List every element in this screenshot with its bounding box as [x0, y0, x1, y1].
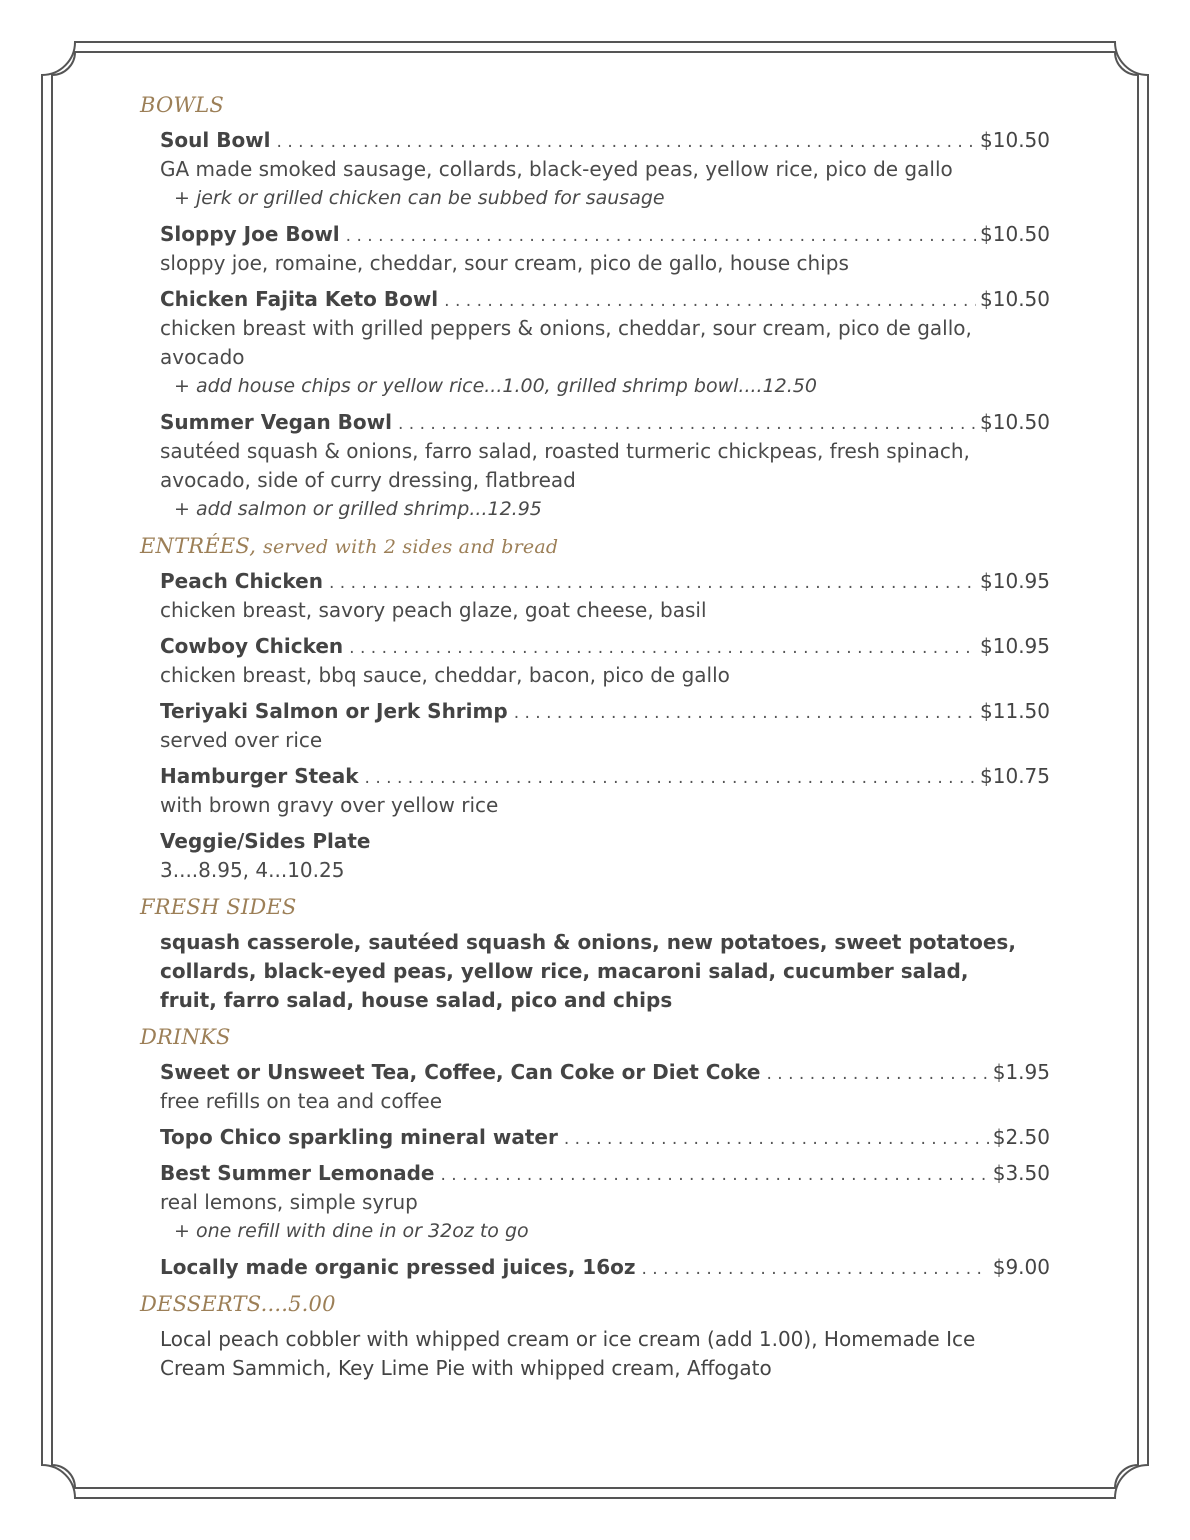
- section-title-bowls: BOWLS: [140, 93, 224, 117]
- item-price: $10.95: [980, 569, 1050, 593]
- menu-content: [140, 90, 1050, 1390]
- dot-leader: [346, 222, 976, 251]
- item-name: Teriyaki Salmon or Jerk Shrimp: [160, 699, 508, 723]
- bowls-list: [140, 126, 1050, 524]
- item-note: + add house chips or yellow rice...1.00, grilled shrimp bowl....12.50: [174, 375, 817, 397]
- item-price: $10.50: [980, 222, 1050, 246]
- item-description: with brown gravy over yellow rice: [160, 793, 499, 817]
- desserts-block: [140, 1325, 1050, 1383]
- entrees-title: ENTRÉES,: [140, 534, 257, 558]
- item-description: sautéed squash & onions, farro salad, roasted turmeric chickpeas, fresh spinach, avocado, side of curry dressing, flatbread: [160, 439, 970, 492]
- item-description: chicken breast with grilled peppers & onions, cheddar, sour cream, pico de gallo, avocado: [160, 316, 972, 369]
- item-price: $9.00: [992, 1255, 1050, 1279]
- item-name: Cowboy Chicken: [160, 634, 344, 658]
- item-price: $10.75: [980, 764, 1050, 788]
- menu-item-cowboy-chicken: [160, 632, 1050, 690]
- item-note: + one refill with dine in or 32oz to go: [174, 1220, 529, 1242]
- dot-leader: [444, 287, 976, 316]
- menu-item-sloppy-joe-bowl: [160, 220, 1050, 278]
- desserts-text: Local peach cobbler with whipped cream or ice cream (add 1.00), Homemade Ice Cream Sammich, Key Lime Pie with whipped cream, Affogato: [160, 1327, 976, 1380]
- item-note: + jerk or grilled chicken can be subbed for sausage: [174, 187, 665, 209]
- item-price: $2.50: [992, 1125, 1050, 1149]
- entrees-subtitle: served with 2 sides and bread: [263, 536, 559, 558]
- item-price: $10.50: [980, 287, 1050, 311]
- item-name: Sloppy Joe Bowl: [160, 222, 340, 246]
- sides-block: [140, 928, 1050, 1015]
- dot-leader: [329, 569, 976, 598]
- item-price: $11.50: [980, 699, 1050, 723]
- item-description: real lemons, simple syrup: [160, 1190, 418, 1214]
- item-description: GA made smoked sausage, collards, black-eyed peas, yellow rice, pico de gallo: [160, 157, 953, 181]
- dot-leader: [514, 699, 976, 728]
- item-price: $10.50: [980, 128, 1050, 152]
- dot-leader: [398, 410, 976, 439]
- item-name: Best Summer Lemonade: [160, 1161, 435, 1185]
- item-name: Chicken Fajita Keto Bowl: [160, 287, 439, 311]
- dot-leader: [440, 1161, 988, 1190]
- item-note: + add salmon or grilled shrimp...12.95: [174, 498, 542, 520]
- menu-item-summer-vegan-bowl: [160, 408, 1050, 524]
- entrees-list: [140, 567, 1050, 885]
- item-description: chicken breast, bbq sauce, cheddar, bacon, pico de gallo: [160, 663, 730, 687]
- item-name: Sweet or Unsweet Tea, Coffee, Can Coke or Diet Coke: [160, 1060, 761, 1084]
- item-price: $1.95: [992, 1060, 1050, 1084]
- item-name: Summer Vegan Bowl: [160, 410, 392, 434]
- item-price: $3.50: [992, 1161, 1050, 1185]
- dot-leader: [349, 634, 976, 663]
- section-title-desserts: DESSERTS....5.00: [140, 1292, 336, 1316]
- menu-item-topo-chico: [160, 1123, 1050, 1152]
- section-title-drinks: DRINKS: [140, 1025, 231, 1049]
- menu-item-pressed-juices: [160, 1253, 1050, 1282]
- item-name: Veggie/Sides Plate: [160, 829, 371, 853]
- item-name: Peach Chicken: [160, 569, 323, 593]
- menu-item-veggie-sides-plate: [160, 827, 1050, 885]
- dot-leader: [642, 1255, 989, 1284]
- item-description: free refills on tea and coffee: [160, 1089, 443, 1113]
- dot-leader: [365, 764, 976, 793]
- menu-item-hamburger-steak: [160, 762, 1050, 820]
- item-description: sloppy joe, romaine, cheddar, sour cream, pico de gallo, house chips: [160, 251, 849, 275]
- menu-item-tea-coffee-coke: [160, 1058, 1050, 1116]
- item-name: Topo Chico sparkling mineral water: [160, 1125, 558, 1149]
- item-name: Locally made organic pressed juices, 16oz: [160, 1255, 636, 1279]
- dot-leader: [564, 1125, 989, 1154]
- item-description: 3....8.95, 4...10.25: [160, 858, 345, 882]
- item-name: Soul Bowl: [160, 128, 271, 152]
- menu-item-teriyaki-salmon: [160, 697, 1050, 755]
- item-name: Hamburger Steak: [160, 764, 359, 788]
- dot-leader: [277, 128, 976, 157]
- section-title-entrees: [140, 531, 1050, 561]
- menu-item-chicken-fajita-keto-bowl: [160, 285, 1050, 401]
- section-title-sides: FRESH SIDES: [140, 895, 297, 919]
- sides-text: squash casserole, sautéed squash & onions, new potatoes, sweet potatoes, collards, black-eyed peas, yellow rice, macaroni salad, cucumber salad, fruit, farro salad, house salad, pico and chips: [160, 930, 1016, 1012]
- item-price: $10.50: [980, 410, 1050, 434]
- menu-item-soul-bowl: [160, 126, 1050, 213]
- item-description: chicken breast, savory peach glaze, goat cheese, basil: [160, 598, 707, 622]
- item-description: served over rice: [160, 728, 323, 752]
- item-price: $10.95: [980, 634, 1050, 658]
- dot-leader: [766, 1060, 988, 1089]
- menu-item-lemonade: [160, 1159, 1050, 1246]
- menu-item-peach-chicken: [160, 567, 1050, 625]
- drinks-list: [140, 1058, 1050, 1282]
